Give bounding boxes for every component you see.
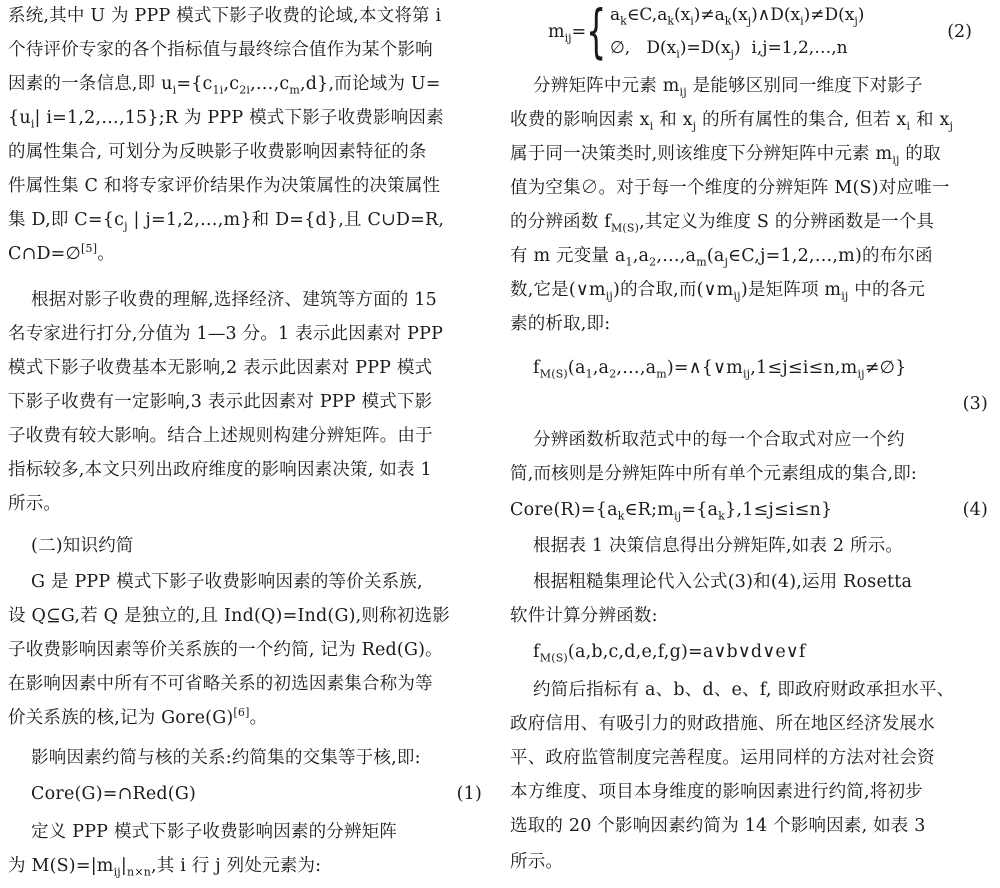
line-fragment: 约简后指标有 a、b、d、e、f, 即政府财政承担水平、 bbox=[510, 680, 955, 700]
line-fragment: ,a bbox=[632, 246, 650, 266]
line-fragment: 。 bbox=[97, 244, 115, 264]
line-fragment: ij bbox=[742, 367, 751, 381]
line-fragment: 属于同一决策类时,则该维度下分辨矩阵中元素 m bbox=[510, 144, 893, 164]
line-fragment: 影响因素约简与核的关系:约简集的交集等于核,即: bbox=[8, 748, 421, 768]
line-fragment: 1 bbox=[625, 255, 633, 269]
line-fragment: 有 m 元变量 a bbox=[510, 246, 626, 266]
line-fragment: 和 x bbox=[653, 110, 693, 130]
line-fragment: 件属性集 C 和将专家评价结果作为决策属性的决策属性 bbox=[8, 176, 441, 196]
line-fragment: 软件计算分辨函数: bbox=[510, 606, 658, 626]
line-fragment: ,c bbox=[223, 74, 240, 94]
left-line-10 bbox=[8, 318, 486, 350]
line-fragment: k bbox=[718, 509, 726, 523]
line-fragment: 所示。 bbox=[8, 494, 62, 514]
right-line-12 bbox=[510, 458, 992, 490]
left-line-5 bbox=[8, 136, 486, 168]
line-fragment: ,a bbox=[592, 358, 610, 378]
left-line-21 bbox=[8, 702, 486, 734]
line-fragment: ∈C,j=1,2,…,m)的布尔函 bbox=[728, 246, 933, 266]
line-fragment: n×n bbox=[127, 865, 152, 879]
line-fragment: M(S) bbox=[610, 221, 640, 235]
line-fragment: j bbox=[949, 119, 954, 133]
line-fragment: i bbox=[649, 119, 654, 133]
line-fragment: j bbox=[124, 219, 128, 233]
line-fragment: )是矩阵项 m bbox=[740, 280, 842, 300]
line-fragment: ,其定义为维度 S 的分辨函数是一个具 bbox=[639, 212, 935, 232]
line-fragment: 是能够区别同一维度下对影子 bbox=[686, 76, 923, 96]
line-fragment: 名专家进行打分,分值为 1—3 分。1 表示此因素对 PPP bbox=[8, 324, 444, 344]
line-fragment: 2 bbox=[649, 255, 657, 269]
line-fragment: ,…,a bbox=[616, 358, 657, 378]
line-fragment: [6] bbox=[233, 706, 250, 720]
line-fragment: ij bbox=[679, 85, 687, 99]
line-fragment: 在影响因素中所有不可省略关系的初选因素集合称为等 bbox=[8, 674, 433, 694]
line-fragment: ij bbox=[674, 509, 682, 523]
line-fragment: f bbox=[510, 358, 540, 378]
equation-2-case-2: ∅, $D(x_i)=D(x_j)$ i,j=1,2,…,n bbox=[610, 38, 848, 61]
line-fragment: k bbox=[617, 509, 625, 523]
right-line-23 bbox=[510, 846, 992, 878]
left-line-7 bbox=[8, 204, 486, 236]
line-fragment: 政府信用、有吸引力的财政措施、所在地区经济发展水 bbox=[510, 714, 935, 734]
line-fragment: 2i bbox=[239, 83, 251, 97]
line-fragment: m bbox=[289, 83, 301, 97]
line-fragment: 和 x bbox=[910, 110, 950, 130]
line-fragment: 中的各元 bbox=[848, 280, 926, 300]
left-line-12 bbox=[8, 386, 486, 418]
left-line-14 bbox=[8, 454, 486, 486]
line-fragment: 本方维度、项目本身维度的影响因素进行约简,将初步 bbox=[510, 782, 923, 802]
line-fragment: [5] bbox=[81, 242, 98, 256]
line-fragment: 为 M(S)=|m bbox=[8, 856, 114, 876]
line-fragment: 2 bbox=[609, 367, 617, 381]
left-line-11 bbox=[8, 352, 486, 384]
line-fragment: 素的析取,即: bbox=[510, 314, 611, 334]
line-fragment: 根据粗糙集理论代入公式(3)和(4),运用 Rosetta bbox=[510, 572, 913, 592]
line-fragment: 因素的一条信息,即 u bbox=[8, 74, 173, 94]
equation-number: (4) bbox=[962, 500, 988, 520]
equation-2-brace: { bbox=[586, 0, 607, 65]
line-fragment: 子收费有较大影响。结合上述规则构建分辨矩阵。由于 bbox=[8, 426, 433, 446]
line-fragment: (a,b,c,d,e,f,g)=a∨b∨d∨e∨f bbox=[567, 642, 806, 662]
line-fragment: )=∧{∨m bbox=[666, 358, 743, 378]
line-fragment: 收费的影响因素 x bbox=[510, 110, 650, 130]
line-fragment: m bbox=[656, 367, 667, 381]
right-line-8 bbox=[510, 308, 992, 340]
right-line-5 bbox=[510, 206, 992, 238]
line-fragment: 下影子收费有一定影响,3 表示此因素对 PPP 模式下影 bbox=[8, 392, 433, 412]
left-line-4 bbox=[8, 102, 486, 134]
right-line-11 bbox=[510, 424, 992, 456]
left-line-23 bbox=[8, 778, 486, 810]
line-fragment: f bbox=[510, 642, 540, 662]
right-line-20 bbox=[510, 742, 992, 774]
line-fragment: | bbox=[120, 856, 128, 876]
left-line-1 bbox=[8, 0, 486, 32]
left-line-3 bbox=[8, 68, 486, 100]
line-fragment: 的分辨函数 f bbox=[510, 212, 611, 232]
left-line-13 bbox=[8, 420, 486, 452]
line-fragment: ij bbox=[857, 367, 865, 381]
line-fragment: 值为空集∅。对于每一个维度的分辨矩阵 M(S)对应唯一 bbox=[510, 178, 950, 198]
line-fragment: i bbox=[906, 119, 911, 133]
line-fragment: ,d},而论域为 U= bbox=[300, 74, 441, 94]
line-fragment: 个待评价专家的各个指标值与最终综合值作为某个影响 bbox=[8, 40, 433, 60]
line-fragment: (二)知识约简 bbox=[8, 536, 134, 556]
equation-2-label: $m_{ij}=$ bbox=[548, 22, 587, 45]
right-line-22 bbox=[510, 810, 992, 842]
left-line-25 bbox=[8, 850, 486, 882]
right-line-10 bbox=[510, 388, 992, 420]
line-fragment: 的所有属性的集合, 但若 x bbox=[696, 110, 907, 130]
line-fragment: 设 Q⊆G,若 Q 是独立的,且 Ind(Q)=Ind(G),则称初选影 bbox=[8, 606, 450, 626]
line-fragment: 指标较多,本文只列出政府维度的影响因素决策, 如表 1 bbox=[8, 460, 432, 480]
line-fragment: 的属性集合, 可划分为反映影子收费影响因素特征的条 bbox=[8, 142, 427, 162]
line-fragment: i bbox=[30, 117, 35, 131]
left-line-8 bbox=[8, 238, 486, 270]
left-line-9 bbox=[8, 284, 486, 316]
line-fragment: 分辨矩阵中元素 m bbox=[510, 76, 680, 96]
line-fragment: ,1≤j≤i≤n,m bbox=[750, 358, 858, 378]
line-fragment: 的取 bbox=[899, 144, 941, 164]
line-fragment: 模式下影子收费基本无影响,2 表示此因素对 PPP 模式 bbox=[8, 358, 433, 378]
line-fragment: j bbox=[724, 255, 729, 269]
line-fragment: },1≤j≤i≤n} bbox=[725, 500, 833, 520]
line-fragment: C∩D=∅ bbox=[8, 244, 81, 264]
right-line-18 bbox=[510, 674, 992, 706]
line-fragment: M(S) bbox=[539, 367, 568, 381]
equation-2-case-1: $a_k\in C,a_k(x_i)\ne a_k(x_j)\wedge D(x_i)\ne D(x_j)$ bbox=[610, 5, 865, 28]
line-fragment: Core(G)=∩Red(G) bbox=[8, 784, 197, 804]
line-fragment: ={a bbox=[681, 500, 719, 520]
line-fragment: 所示。 bbox=[510, 852, 564, 872]
line-fragment: 简,而核则是分辨矩阵中所有单个元素组成的集合,即: bbox=[510, 464, 918, 484]
line-fragment: m bbox=[696, 255, 707, 269]
left-line-15 bbox=[8, 488, 486, 520]
right-line-19 bbox=[510, 708, 992, 740]
line-fragment: 系统,其中 U 为 PPP 模式下影子收费的论域,本文将第 i bbox=[8, 6, 442, 26]
right-line-2 bbox=[510, 104, 992, 136]
right-line-13 bbox=[510, 494, 992, 526]
line-fragment: M(S) bbox=[539, 651, 568, 665]
right-line-1 bbox=[510, 70, 992, 102]
left-line-19 bbox=[8, 634, 486, 666]
equation-number: (3) bbox=[962, 394, 988, 414]
line-fragment: 子收费影响因素等价关系族的一个约简, 记为 Red(G)。 bbox=[8, 640, 443, 660]
line-fragment: 价关系族的核,记为 Gore(G) bbox=[8, 708, 234, 728]
line-fragment: (a bbox=[706, 246, 725, 266]
line-fragment: ={c bbox=[176, 74, 213, 94]
line-fragment: i bbox=[172, 83, 177, 97]
line-fragment: ij bbox=[892, 153, 900, 167]
line-fragment: | i=1,2,…,15};R 为 PPP 模式下影子收费影响因素 bbox=[34, 108, 444, 128]
line-fragment: ,…,a bbox=[656, 246, 697, 266]
right-line-3 bbox=[510, 138, 992, 170]
left-line-24 bbox=[8, 816, 486, 848]
line-fragment: ,…,c bbox=[250, 74, 290, 94]
line-fragment: 根据表 1 决策信息得出分辨矩阵,如表 2 所示。 bbox=[510, 536, 904, 556]
right-line-9 bbox=[510, 352, 992, 384]
line-fragment: 定义 PPP 模式下影子收费影响因素的分辨矩阵 bbox=[8, 822, 398, 842]
equation-2-number: (2) bbox=[947, 22, 972, 42]
line-fragment: 1i bbox=[212, 83, 224, 97]
left-line-16 bbox=[8, 530, 486, 562]
right-line-14 bbox=[510, 530, 992, 562]
left-line-18 bbox=[8, 600, 486, 632]
line-fragment: 平、政府监管制度完善程度。运用同样的方法对社会资 bbox=[510, 748, 935, 768]
line-fragment: Core(R)={a bbox=[510, 500, 618, 520]
line-fragment: | j=1,2,…,m}和 D={d},且 C∪D=R, bbox=[127, 210, 445, 230]
line-fragment: ij bbox=[113, 865, 121, 879]
left-line-6 bbox=[8, 170, 486, 202]
line-fragment: 。 bbox=[249, 708, 268, 728]
line-fragment: ,其 i 行 j 列处元素为: bbox=[151, 856, 322, 876]
line-fragment: 数,它是(∨m bbox=[510, 280, 606, 300]
equation-2 bbox=[548, 0, 990, 66]
line-fragment: ij bbox=[733, 289, 741, 303]
right-line-15 bbox=[510, 566, 992, 598]
line-fragment: 选取的 20 个影响因素约简为 14 个影响因素, 如表 3 bbox=[510, 816, 926, 836]
right-line-4 bbox=[510, 172, 992, 204]
line-fragment: )的合取,而(∨m bbox=[613, 280, 734, 300]
line-fragment: 分辨函数析取范式中的每一个合取式对应一个约 bbox=[510, 430, 905, 450]
line-fragment: G 是 PPP 模式下影子收费影响因素的等价关系族, bbox=[8, 572, 423, 592]
line-fragment: {u bbox=[8, 108, 31, 128]
line-fragment: ij bbox=[605, 289, 614, 303]
right-line-21 bbox=[510, 776, 992, 808]
line-fragment: ∈R;m bbox=[624, 500, 675, 520]
line-fragment: ≠∅} bbox=[864, 358, 907, 378]
left-line-22 bbox=[8, 742, 486, 774]
right-line-7 bbox=[510, 274, 992, 306]
right-line-6 bbox=[510, 240, 992, 272]
line-fragment: 1 bbox=[585, 367, 593, 381]
left-line-2 bbox=[8, 34, 486, 66]
left-line-20 bbox=[8, 668, 486, 700]
line-fragment: 集 D,即 C={c bbox=[8, 210, 125, 230]
line-fragment: ij bbox=[841, 289, 849, 303]
right-line-17 bbox=[510, 636, 992, 668]
equation-number: (1) bbox=[456, 784, 482, 804]
left-line-17 bbox=[8, 566, 486, 598]
line-fragment: j bbox=[692, 119, 697, 133]
line-fragment: 根据对影子收费的理解,选择经济、建筑等方面的 15 bbox=[8, 290, 437, 310]
line-fragment: (a bbox=[567, 358, 586, 378]
right-line-16 bbox=[510, 600, 992, 632]
